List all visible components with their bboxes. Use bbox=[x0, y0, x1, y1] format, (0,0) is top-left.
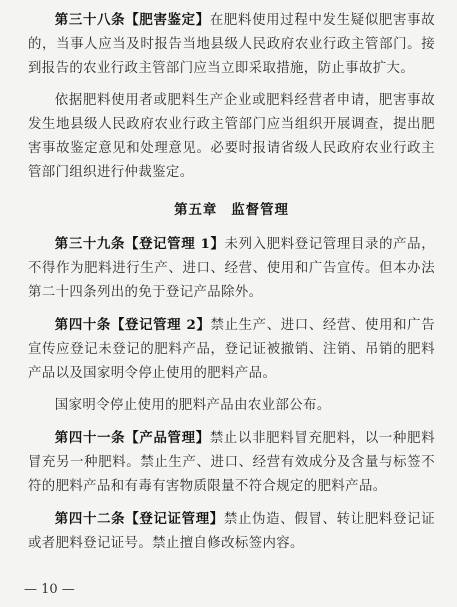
article-42-paragraph bbox=[28, 507, 435, 556]
article-39-paragraph bbox=[28, 232, 435, 305]
chapter-number: 第五章 bbox=[174, 202, 218, 218]
article-41-heading: 第四十一条【产品管理】 bbox=[54, 430, 210, 446]
article-41-paragraph bbox=[28, 426, 435, 499]
article-40-paragraph-2: 国家明令停止使用的肥料产品由农业部公布。 bbox=[54, 398, 331, 413]
article-40-heading: 第四十条【登记管理 2】 bbox=[54, 317, 211, 333]
article-38-paragraph-2: 依据肥料使用者或肥料生产企业或肥料经营者申请，肥害事故发生地县级人民政府农业行政主管部门应当组织开展调查，提出肥害事故鉴定意见和处理意见。必要时报请省级人民政府农业行政主管部门组织进行仲裁鉴定。 bbox=[28, 93, 435, 180]
chapter-title: 监督管理 bbox=[231, 202, 289, 218]
article-38-heading: 第三十八条【肥害鉴定】 bbox=[54, 12, 210, 28]
article-38-body: 在肥料使用过程中发生疑似肥害事故的，当事人应当及时报告当地县级人民政府农业行政主管部门。接到报告的农业行政主管部门应当立即采取措施，防止事故扩大。 bbox=[28, 13, 435, 76]
article-40-paragraph bbox=[28, 313, 435, 386]
article-38-paragraph bbox=[28, 8, 435, 81]
article-42-heading: 第四十二条【登记证管理】 bbox=[54, 511, 224, 527]
article-41-body: 禁止以非肥料冒充肥料，以一种肥料冒充另一种肥料。禁止生产、进口、经营有效成分及含量与标签不符的肥料产品和有毒有害物质限量不符合规定的肥料产品。 bbox=[28, 431, 435, 494]
chapter-heading bbox=[28, 199, 435, 218]
article-40-body: 禁止生产、进口、经营、使用和广告宣传应登记未登记的肥料产品，登记证被撤销、注销、吊销的肥料产品以及国家明令停止使用的肥料产品。 bbox=[28, 318, 435, 381]
article-42-body: 禁止伪造、假冒、转让肥料登记证或者肥料登记证号。禁止擅自修改标签内容。 bbox=[28, 512, 435, 551]
article-39-heading: 第三十九条【登记管理 1】 bbox=[54, 236, 225, 252]
page-number: — 10 — bbox=[24, 582, 75, 597]
article-39-body: 未列入肥料登记管理目录的产品，不得作为肥料进行生产、进口、经营、使用和广告宣传。但本办法第二十四条列出的免于登记产品除外。 bbox=[28, 237, 435, 300]
